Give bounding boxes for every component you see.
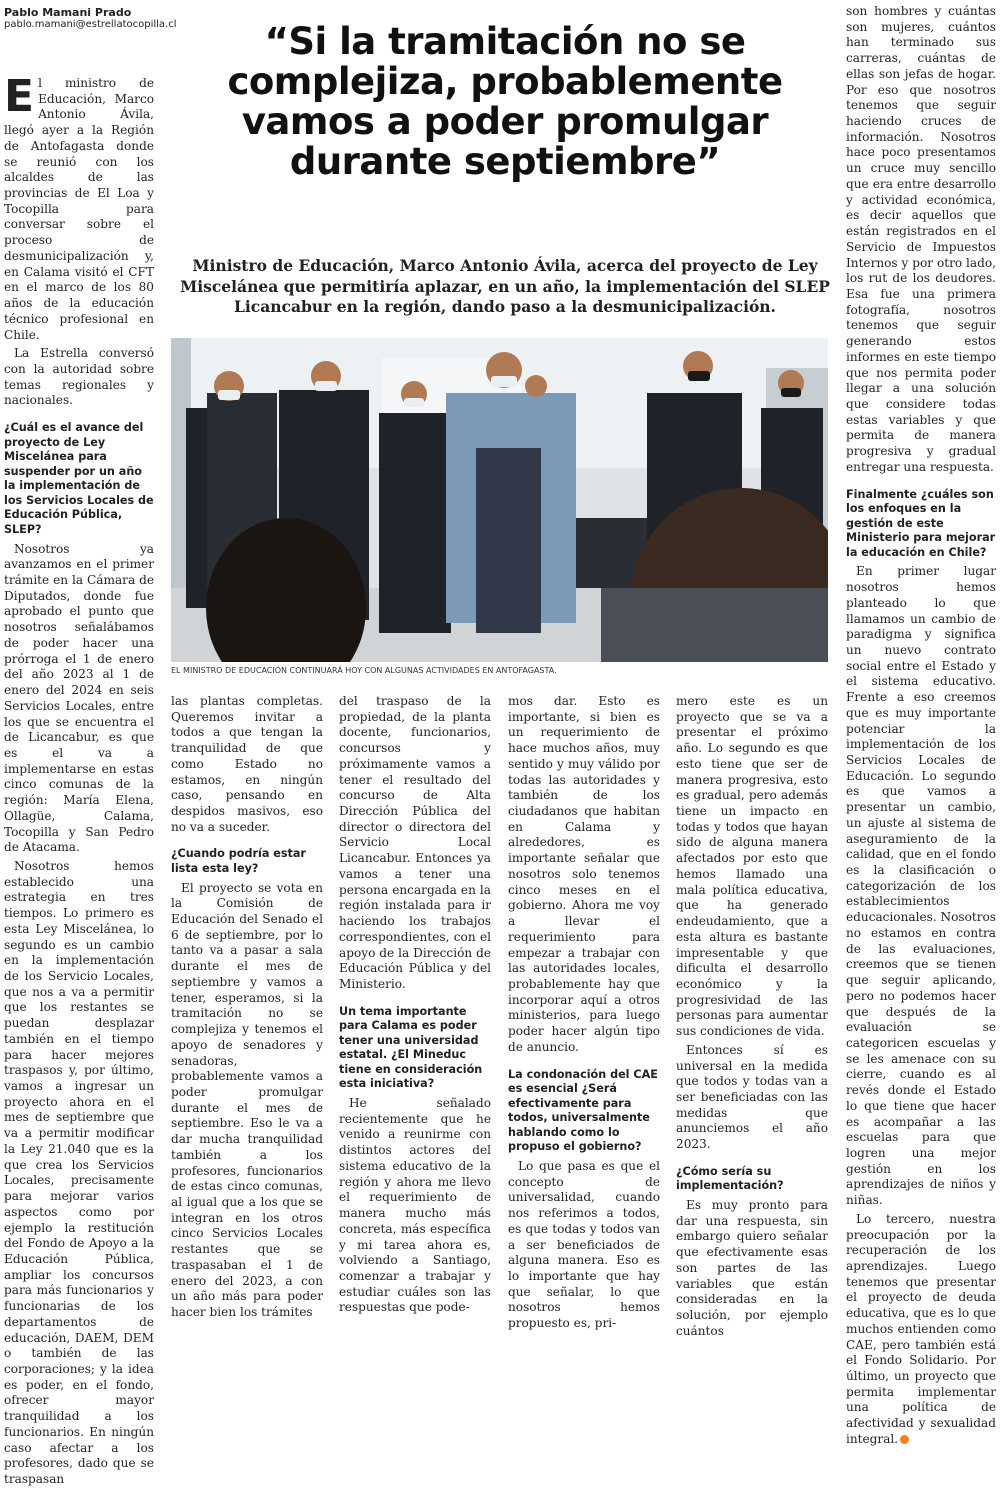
interview-question: La condonación del CAE es esencial ¿Será efectivamente para todos, universalmente hablando como lo propuso el gobierno? [508, 1067, 658, 1154]
interview-question: ¿Cuando podría estar lista esta ley? [171, 847, 306, 876]
paragraph: En primer lugar nosotros hemos planteado lo que llamamos un cambio de paradigma y significa un nuevo contrato social entre el Estado y el sistema educativo. Frente a eso creemos que es muy importante potenciar la implementación de los Servicios Locales de Educación. Lo segundo es que vamos a presentar un cambio, un ajuste al sistema de aseguramiento de la calidad, que en el fondo es la clasificación o categorización de los establecimientos educacionales. Nosotros no estamos en contra de las evaluaciones, creemos que se tienen que seguir aplicando, pero no podemos hacer que después de la evaluación se categoricen escuelas y se les amenace con su cierre, cuando es al revés donde el Estado lo que tiene que hacer es acompañar a las escuelas para que logren una mejor gestión en los aprendizajes de niños y niñas. [846, 564, 996, 1208]
paragraph: He señalado recientemente que he venido a reunirme con distintos actores del sistema educativo de la región y ahora me llevo el requerimiento de manera mucho más concreta, más específica y mi tarea ahora es, volviendo a Santiago, comenzar a trabajar y estudiar cuáles son las respuestas que pode- [339, 1096, 491, 1315]
paragraph: Entonces sí es universal en la medida que todos y todas van a ser beneficiadas con las medidas que anunciemos el año 2023. [676, 1042, 828, 1152]
paragraph: mero este es un proyecto que se va a presentar el próximo año. Lo segundo es que esto tiene que ser de manera progresiva, esto es gradual, pero además tiene un impacto en todas y todos que hayan sido de alguna manera afectados por esto que hemos llamado una mala política educativa, que ha generado endeudamiento, que a esta altura es bastante impresentable y que dificulta el desarrollo económico y la progresividad de las personas para aumentar sus condiciones de vida. [676, 694, 828, 1039]
paragraph: Es muy pronto para dar una respuesta, sin embargo quiero señalar que efectivamente esas son partes de las variables que están consideradas en la solución, por ejemplo cuántos [676, 1197, 828, 1338]
article-column-6 [846, 4, 996, 1451]
photo-caption: EL MINISTRO DE EDUCACIÓN CONTINUARÁ HOY CON ALGUNAS ACTIVIDADES EN ANTOFAGASTA. [171, 666, 557, 675]
photo-illustration [171, 338, 828, 662]
paragraph: del traspaso de la propiedad, de la planta docente, funcionarios, concursos y próximamente vamos a tener el resultado del concurso de Alta Dirección Pública del director o directora del Servicio Local Licancabur. Entonces ya vamos a tener una persona encargada en la región instalada para ir haciendo los trabajos correspondientes, con el apoyo de la Dirección de Educación Pública y del Ministerio. [339, 694, 491, 991]
article-column-3 [339, 694, 491, 1319]
paragraph: Lo que pasa es que el concepto de universalidad, cuando nos referimos a todos, es que todas y todos van a ser beneficiados de alguna manera. Eso es lo importante que hay que señalar, lo que nosotros hemos propuesto es, pri- [508, 1158, 660, 1331]
byline [4, 6, 177, 30]
interview-question: Finalmente ¿cuáles son los enfoques en la gestión de este Ministerio para mejorar la educación en Chile? [846, 487, 996, 559]
news-photo [171, 338, 828, 662]
paragraph: Nosotros hemos establecido una estrategia en tres tiempos. Lo primero es esta Ley Miscelánea, lo segundo es un cambio en la implementación de los Servicio Locales, que nos a va a permitir que los restantes se puedan desplazar también en el tiempo para hacer mejores traspasos y, por último, vamos a ingresar un proyecto ahora en el mes de septiembre que va a permitir modificar la Ley 21.040 que es la que crea los Servicios Locales, precisamente para mejorar varios aspectos como por ejemplo la restitución del Fondo de Apoyo a la Educación Pública, ampliar los concursos para más funcionarios y funcionarias de los departamentos de educación, DAEM, DEM o también de las corporaciones; y la idea es poder, en el fondo, ofrecer mayor tranquilidad a los funcionarios. En ningún caso afectar a los profesores, dado que se traspasan [4, 858, 154, 1486]
lead-paragraph [4, 71, 154, 343]
paragraph [846, 1212, 996, 1448]
paragraph: El proyecto se vota en la Comisión de Educación del Senado el 6 de septiembre, por lo tanto va a pasar a sala durante el mes de septiembre y vamos a tener, esperamos, si la tramitación no se complejiza y tenemos el apoyo de senadores y senadoras, probablemente vamos a poder promulgar durante el mes de septiembre. Eso le va a dar mucha tranquilidad también a los profesores, funcionarios de estas cinco comunas, al igual que a los que se integran en los otros cinco Servicios Locales restantes que se traspasaban el 1 de enero del 2023, a con un año más para poder hacer bien los trámites [171, 880, 323, 1319]
headline: “Si la tramitación no se complejiza, probablemente vamos a poder promulgar durante septiembre” [227, 20, 783, 183]
paragraph: son hombres y cuántas son mujeres, cuántos han terminado sus carreras, cuántas de ellas son jefas de hogar. Por eso que nosotros tenemos que seguir haciendo cruces de información. Nosotros hace poco presentamos un cruce muy sencillo que era entre desarrollo y actividad económica, es decir aquellos que están registrados en el Servicio de Impuestos Internos y por otro lado, los rut de los deudores. Esa fue una primera fotografía, nosotros tenemos que seguir generando estos informes en este tiempo que nos permita poder llegar a una solución que considere todas estas variables y que permita de manera progresiva y gradual entregar una respuesta. [846, 4, 996, 474]
paragraph: La Estrella conversó con la autoridad sobre temas regionales y nacionales. [4, 346, 154, 408]
closing-text: Lo tercero, nuestra preocupación por la recuperación de los aprendizajes. Luego tenemos que presentar el proyecto de deuda educativa, que es lo que muchos entienden como CAE, pero también está el Fondo Solidario. Por último, un proyecto que permita implementar una política de afectividad y sexualidad integral. [846, 1211, 996, 1446]
author-name: Pablo Mamani Prado [4, 6, 132, 19]
article-column-5 [676, 694, 828, 1342]
interview-question: ¿Cuál es el avance del proyecto de Ley Miscelánea para suspender por un año la implementación de los Servicios Locales de Educación Pública, SLEP? [4, 421, 154, 537]
lead-text: l ministro de Educación, Marco Antonio Ávila, llegó ayer a la Región de Antofagasta donde se reunió con los alcaldes de las provincias de El Loa y Tocopilla para conversar sobre el proceso de desmunicipalización y, en Calama visitó el CFT en el marco de los 80 años de la educación técnico profesional en Chile. [4, 76, 154, 342]
paragraph: mos dar. Esto es importante, si bien es un requerimiento de hace muchos años, muy sentido y muy válido por todas las autoridades y también de los ciudadanos que habitan en Calama y alrededores, es importante señalar que nosotros solo tenemos cinco meses en el gobierno. Ahora me voy a llevar el requerimiento para empezar a trabajar con las autoridades locales, probablemente hay que incorporar aquí a otros ministerios, para luego poder hacer algún tipo de anuncio. [508, 694, 660, 1054]
interview-question: ¿Cómo sería su implementación? [676, 1164, 784, 1193]
drop-cap: E [4, 71, 35, 122]
paragraph: las plantas completas. Queremos invitar a todos a que tengan la tranquilidad de que como Estado no estamos, en ningún caso, pensando en despidos masivos, eso no va a suceder. [171, 694, 323, 834]
paragraph: Nosotros ya avanzamos en el primer trámite en la Cámara de Diputados, donde fue aprobado el punto que nosotros señalábamos de poder hacer una prórroga el 1 de enero del año 2023 al 1 de enero del 2024 en seis Servicios Locales, entre los que se encuentra el de Licancabur, es que es el va a implementarse en estas cinco comunas de la región: María Elena, Ollagüe, Calama, Tocopilla y San Pedro de Atacama. [4, 541, 154, 855]
article-column-2 [171, 694, 323, 1324]
subhead: Ministro de Educación, Marco Antonio Ávila, acerca del proyecto de Ley Miscelánea que permitiría aplazar, en un año, la implementación del SLEP Licancabur en la región, dando paso a la desmunicipalización. [180, 256, 830, 317]
article-column-1 [4, 71, 154, 1491]
end-mark-icon [900, 1435, 909, 1444]
author-email: pablo.mamani@estrellatocopilla.cl [4, 19, 177, 30]
interview-question: Un tema importante para Calama es poder tener una universidad estatal. ¿El Mineduc tiene en consideración esta iniciativa? [339, 1004, 483, 1091]
